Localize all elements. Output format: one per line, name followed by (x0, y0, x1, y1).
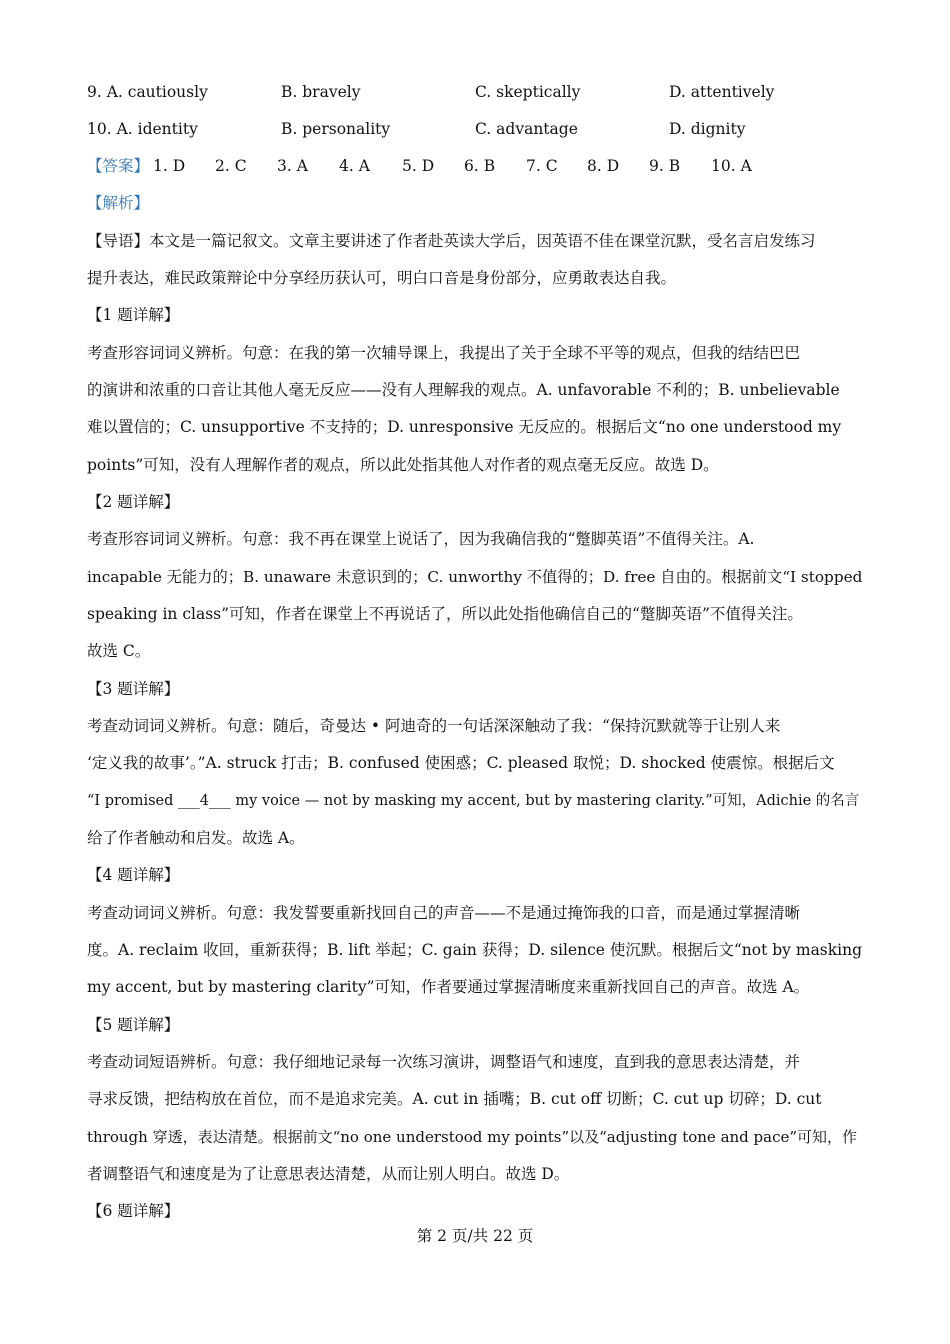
text-line: through 穿透，表达清楚。根据前文“no one understood my points”以及“adjusting tone and pace”可知，作 (87, 1128, 858, 1146)
text-line: 度。A. reclaim 收回，重新获得；B. lift 举起；C. gain 获得；D. silence 使沉默。根据后文“not by masking (87, 941, 863, 959)
option-a: 9. A. cautiously (87, 83, 208, 101)
analysis-label: 【解析】 (87, 194, 150, 212)
text-line: 考查动词短语辨析。句意：我仔细地记录每一次练习演讲，调整语气和速度，直到我的意思表达清楚，并 (87, 1053, 801, 1071)
text-line: 考查动词词义辨析。句意：我发誓要重新找回自己的声音——不是通过掩饰我的口音，而是通过掌握清晰 (87, 904, 801, 922)
answer-item: 6. B (464, 157, 496, 175)
section-heading: 【4 题详解】 (87, 866, 180, 884)
section-heading: 【6 题详解】 (87, 1202, 180, 1220)
option-b: B. bravely (281, 83, 361, 101)
answer-item: 7. C (526, 157, 558, 175)
text-line: 寻求反馈，把结构放在首位，而不是追求完美。A. cut in 插嘴；B. cut off 切断；C. cut up 切碎；D. cut (87, 1090, 822, 1108)
text-line: 的演讲和浓重的口音让其他人毫无反应——没有人理解我的观点。A. unfavorable 不利的；B. unbelievable (87, 381, 840, 399)
answer-label: 【答案】 (87, 157, 150, 175)
text-line: 【导语】本文是一篇记叙文。文章主要讲述了作者赴英读大学后，因英语不佳在课堂沉默，受名言启发练习 (87, 232, 816, 250)
text-line: 提升表达，难民政策辩论中分享经历获认可，明白口音是身份部分，应勇敢表达自我。 (87, 269, 677, 287)
text-line: 考查形容词词义辨析。句意：在我的第一次辅导课上，我提出了关于全球不平等的观点，但我的结结巴巴 (87, 344, 801, 362)
option-c: C. advantage (475, 120, 578, 138)
answer-item: 3. A (277, 157, 308, 175)
text-line: “I promised ___4___ my voice — not by masking my accent, but by mastering clarity.”可知，Adichie 的名言 (87, 793, 860, 809)
answer-key (87, 156, 867, 176)
text-line: speaking in class”可知，作者在课堂上不再说话了，所以此处指他确信自己的“蹩脚英语”不值得关注。 (87, 605, 803, 623)
text-line: my accent, but by mastering clarity”可知，作者要通过掌握清晰度来重新找回自己的声音。故选 A。 (87, 978, 810, 996)
text-line: incapable 无能力的；B. unaware 未意识到的；C. unworthy 不值得的；D. free 自由的。根据前文“I stopped (87, 568, 863, 586)
answer-item: 8. D (587, 157, 620, 175)
option-d: D. dignity (669, 120, 746, 138)
option-d: D. attentively (669, 83, 775, 101)
options-row-9 (87, 82, 867, 102)
options-row-10 (87, 119, 867, 139)
answer-item: 9. B (649, 157, 681, 175)
text-line: 给了作者触动和启发。故选 A。 (87, 829, 305, 847)
section-heading: 【1 题详解】 (87, 306, 180, 324)
section-heading: 【2 题详解】 (87, 493, 180, 511)
text-line: 故选 C。 (87, 642, 151, 660)
text-line: 考查动词词义辨析。句意：随后，奇曼达 • 阿迪奇的一句话深深触动了我：“保持沉默就等于让别人来 (87, 717, 781, 735)
answer-item: 4. A (339, 157, 370, 175)
text-line: 考查形容词词义辨析。句意：我不再在课堂上说话了，因为我确信我的“蹩脚英语”不值得关注。A. (87, 530, 755, 548)
answer-item: 2. C (215, 157, 247, 175)
option-b: B. personality (281, 120, 391, 138)
section-heading: 【5 题详解】 (87, 1016, 180, 1034)
text-line: 者调整语气和速度是为了让意思表达清楚，从而让别人明白。故选 D。 (87, 1165, 570, 1183)
page-number-footer: 第 2 页/共 22 页 (416, 1227, 534, 1245)
option-a: 10. A. identity (87, 120, 198, 138)
option-c: C. skeptically (475, 83, 581, 101)
answer-item: 1. D (153, 157, 186, 175)
answer-item: 10. A (711, 157, 752, 175)
section-heading: 【3 题详解】 (87, 680, 180, 698)
answer-item: 5. D (402, 157, 435, 175)
text-line: points”可知，没有人理解作者的观点，所以此处指其他人对作者的观点毫无反应。故选 D。 (87, 456, 719, 474)
text-line: ‘定义我的故事’。”A. struck 打击；B. confused 使困惑；C. pleased 取悦；D. shocked 使震惊。根据后文 (87, 754, 835, 772)
text-line: 难以置信的；C. unsupportive 不支持的；D. unresponsive 无反应的。根据后文“no one understood my (87, 418, 842, 436)
